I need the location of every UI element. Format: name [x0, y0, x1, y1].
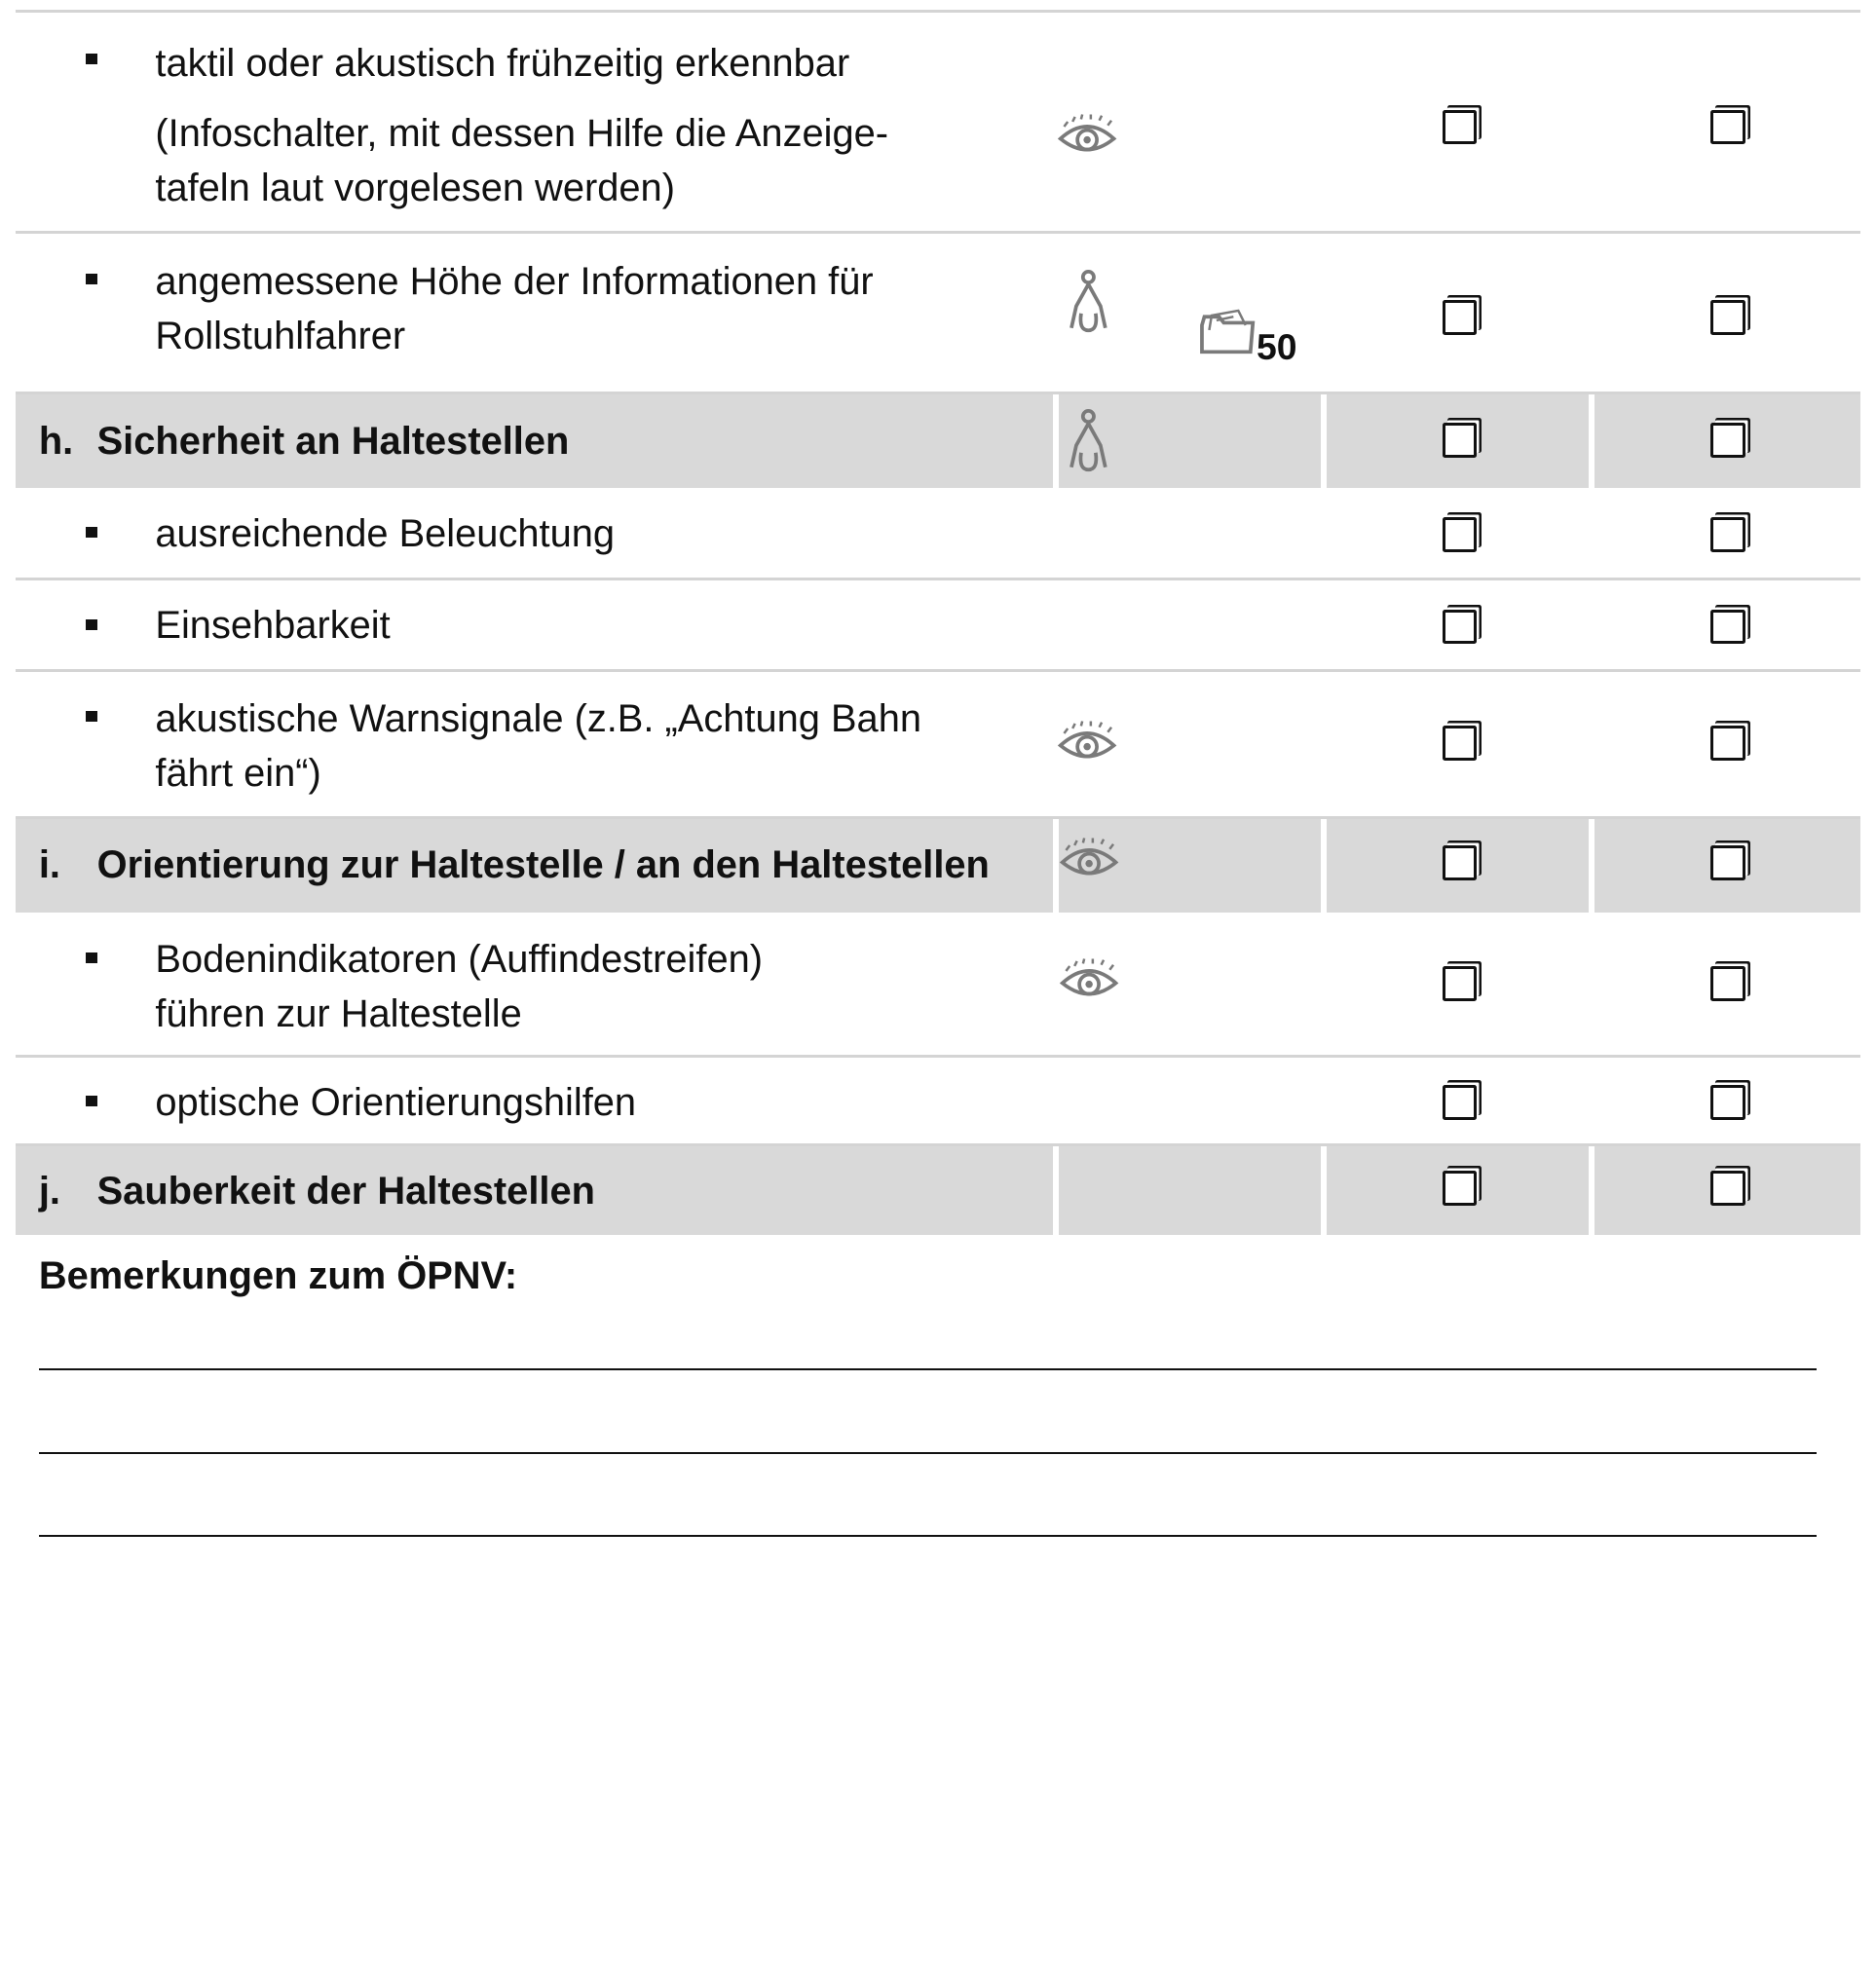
item-text-line: fährt ein“): [155, 752, 321, 796]
item-text-line: taktil oder akustisch frühzeitig erkennbar: [155, 41, 850, 85]
item-text: [155, 598, 390, 653]
item-text-line: Einsehbarkeit: [155, 604, 391, 648]
table-row: [16, 1058, 1860, 1146]
column-separator: [1321, 1146, 1327, 1235]
checkbox[interactable]: [1710, 610, 1745, 645]
item-text-line: Rollstuhlfahrer: [155, 314, 406, 357]
section-letter: j.: [38, 1169, 60, 1213]
bullet: [86, 527, 96, 538]
column-separator: [1053, 1146, 1059, 1235]
item-text-line: tafeln laut vorgelesen werden): [155, 166, 675, 209]
eye-icon: [1059, 836, 1119, 889]
column-separator: [1589, 819, 1595, 913]
checkbox[interactable]: [1443, 966, 1478, 1001]
reference-number: 50: [1257, 326, 1297, 368]
folder-icon: [1197, 306, 1257, 359]
bullet: [86, 1096, 96, 1106]
checkbox[interactable]: [1443, 610, 1478, 645]
item-text-line: führen zur Haltestelle: [155, 991, 522, 1035]
item-text: [155, 1075, 636, 1130]
checkbox[interactable]: [1710, 423, 1745, 458]
section-title: Orientierung zur Haltestelle / an den Haltestellen: [96, 842, 990, 886]
remarks-writing-line[interactable]: [39, 1535, 1817, 1537]
remarks-writing-line[interactable]: [39, 1452, 1817, 1454]
checkbox[interactable]: [1710, 966, 1745, 1001]
column-separator: [1589, 394, 1595, 488]
column-separator: [1321, 819, 1327, 913]
checkbox[interactable]: [1443, 300, 1478, 335]
section-header-row: [16, 819, 1860, 913]
checkbox[interactable]: [1710, 845, 1745, 880]
column-separator: [1053, 394, 1059, 488]
bullet: [86, 711, 96, 722]
table-row: [16, 580, 1860, 673]
item-text: [155, 932, 763, 1041]
checkbox[interactable]: [1443, 517, 1478, 552]
section-title: Sauberkeit der Haltestellen: [96, 1169, 595, 1213]
remarks-writing-line[interactable]: [39, 1368, 1817, 1370]
checkbox[interactable]: [1443, 726, 1478, 761]
table-row: [16, 488, 1860, 580]
item-text-line: Bodenindikatoren (Auffindestreifen): [155, 937, 764, 981]
checkbox[interactable]: [1443, 423, 1478, 458]
checkbox[interactable]: [1443, 845, 1478, 880]
wheelchair-person-icon: [1062, 270, 1115, 335]
item-text-line: akustische Warnsignale (z.B. „Achtung Bahn: [155, 697, 921, 741]
section-header-row: [16, 394, 1860, 488]
item-text: [155, 254, 873, 363]
section-header-row: [16, 1146, 1860, 1235]
eye-icon: [1057, 719, 1117, 772]
item-text-line: ausreichende Beleuchtung: [155, 511, 616, 555]
section-letter: h.: [38, 420, 74, 464]
bullet: [86, 274, 96, 284]
column-separator: [1321, 394, 1327, 488]
table-row: [16, 234, 1860, 395]
item-text-line: optische Orientierungshilfen: [155, 1080, 637, 1124]
table-row: [16, 672, 1860, 819]
checkbox[interactable]: [1710, 300, 1745, 335]
item-text: [155, 36, 888, 215]
checkbox[interactable]: [1710, 517, 1745, 552]
bullet: [86, 54, 96, 64]
remarks-title: Bemerkungen zum ÖPNV:: [38, 1253, 518, 1297]
checklist-table: [16, 10, 1860, 1235]
checkbox[interactable]: [1443, 1171, 1478, 1206]
checkbox[interactable]: [1710, 110, 1745, 145]
table-row: [16, 13, 1860, 234]
item-text-line: angemessene Höhe der Informationen für: [155, 259, 874, 303]
item-text: [155, 691, 921, 801]
section-title: Sicherheit an Haltestellen: [96, 420, 570, 464]
bullet: [86, 619, 96, 630]
wheelchair-person-icon: [1062, 409, 1115, 474]
table-row: [16, 913, 1860, 1058]
item-text-line: (Infoschalter, mit dessen Hilfe die Anzeige-: [155, 111, 889, 155]
checkbox[interactable]: [1710, 1171, 1745, 1206]
eye-icon: [1057, 112, 1117, 166]
item-text: [155, 506, 615, 561]
checkbox[interactable]: [1443, 1085, 1478, 1120]
checkbox[interactable]: [1710, 1085, 1745, 1120]
column-separator: [1589, 1146, 1595, 1235]
checkbox[interactable]: [1443, 110, 1478, 145]
checkbox[interactable]: [1710, 726, 1745, 761]
section-letter: i.: [38, 842, 60, 886]
bullet: [86, 952, 96, 963]
eye-icon: [1059, 956, 1119, 1010]
